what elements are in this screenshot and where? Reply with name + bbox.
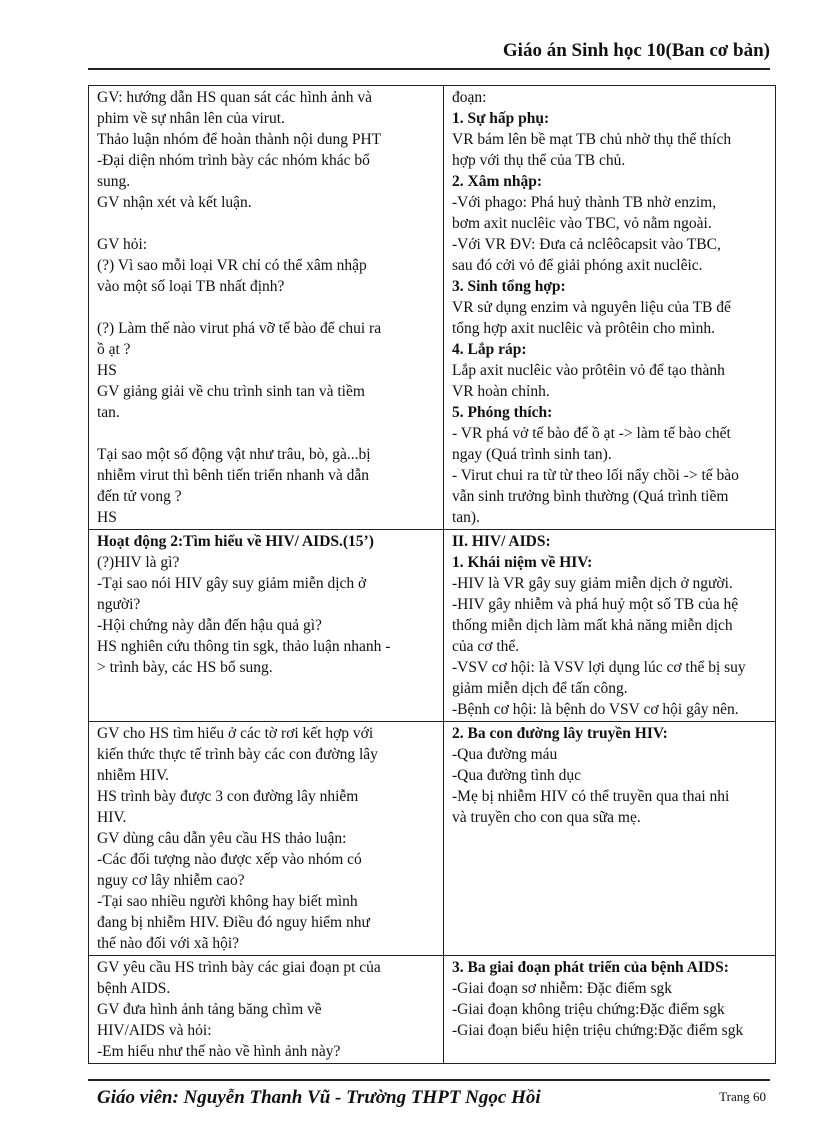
footer-teacher: Giáo viên: Nguyễn Thanh Vũ - Trường THPT Ngọc Hồi — [97, 1087, 541, 1108]
text-line: vẫn sinh trưởng bình thường (Quá trình tiềm — [452, 488, 729, 505]
text-line: và truyền cho con qua sữa mẹ. — [452, 809, 641, 826]
text-line: sung. — [97, 173, 131, 190]
text-line: VR bám lên bề mạt TB chủ nhờ thụ thể thích — [452, 131, 732, 148]
text-line: giảm miễn dịch để tấn công. — [452, 680, 628, 697]
text-line: kiến thức thực tế trình bày các con đường lây — [97, 746, 378, 763]
text-line: -Giai đoạn sơ nhiễm: Đặc điểm sgk — [452, 980, 672, 997]
text-line: GV dùng câu dẫn yêu cầu HS thảo luận: — [97, 830, 347, 847]
text-line: bơm axit nuclêic vào TBC, vỏ nằm ngoài. — [452, 215, 712, 232]
text-line: -Tại sao nói HIV gây suy giảm miễn dịch ở — [97, 575, 367, 592]
text-line: -Qua đường máu — [452, 746, 558, 763]
text-line: VR hoàn chỉnh. — [452, 383, 550, 400]
section-heading: 3. Ba giai đoạn phát triển của bệnh AIDS: — [452, 959, 729, 976]
text-line: HS — [97, 362, 117, 379]
table-row — [89, 956, 776, 1064]
text-line: ồ ạt ? — [97, 341, 131, 358]
text-line: GV cho HS tìm hiểu ở các tờ rơi kết hợp với — [97, 725, 374, 742]
section-heading: 5. Phóng thích: — [452, 404, 553, 421]
text-line: Tại sao một số động vật như trâu, bò, gà...bị — [97, 446, 371, 463]
text-line: -Mẹ bị nhiễm HIV có thể truyền qua thai nhi — [452, 788, 730, 805]
text-line: sau đó cởi vỏ để giải phóng axit nuclêic. — [452, 257, 703, 274]
section-heading: 1. Sự hấp phụ: — [452, 110, 550, 127]
text-line: HIV. — [97, 809, 127, 826]
content-cell — [444, 530, 776, 722]
text-line: - VR phá vở tế bào để ồ ạt -> làm tế bào chết — [452, 425, 731, 442]
teacher-activity-cell — [89, 530, 444, 722]
text-line: -Đại diện nhóm trình bày các nhóm khác bổ — [97, 152, 370, 169]
text-line: nguy cơ lây nhiễm cao? — [97, 872, 245, 889]
teacher-activity-cell — [89, 722, 444, 956]
text-line: -Qua đường tình dục — [452, 767, 581, 784]
text-line: GV: hướng dẫn HS quan sát các hình ảnh và — [97, 89, 373, 106]
text-line: đang bị nhiễm HIV. Điều đó nguy hiểm như — [97, 914, 370, 931]
table-row — [89, 530, 776, 722]
table-row — [89, 722, 776, 956]
text-line: GV yêu cầu HS trình bày các giai đoạn pt của — [97, 959, 381, 976]
text-line: -Với VR ĐV: Đưa cả nclêôcapsit vào TBC, — [452, 236, 721, 253]
text-line: (?)HIV là gì? — [97, 554, 180, 571]
text-line: người? — [97, 596, 141, 613]
section-heading: 2. Xâm nhập: — [452, 173, 543, 190]
text-line: Thảo luận nhóm để hoàn thành nội dung PHT — [97, 131, 382, 148]
text-line: HS trình bày được 3 con đường lây nhiễm — [97, 788, 359, 805]
text-line: của cơ thể. — [452, 638, 520, 655]
text-line: nhiễm virut thì bênh tiến triển nhanh và dẫn — [97, 467, 370, 484]
section-heading: II. HIV/ AIDS: — [452, 533, 551, 550]
section-heading: Hoạt động 2:Tìm hiểu về HIV/ AIDS.(15’) — [97, 533, 374, 550]
text-line: HS nghiên cứu thông tin sgk, thảo luận nhanh - — [97, 638, 391, 655]
text-line: đến tử vong ? — [97, 488, 182, 505]
text-line: -VSV cơ hội: là VSV lợi dụng lúc cơ thể bị suy — [452, 659, 746, 676]
header-divider — [88, 68, 770, 70]
page-header-title: Giáo án Sinh học 10(Ban cơ bản) — [502, 40, 770, 61]
text-line: - Virut chui ra từ từ theo lối nẩy chồi -> tế bào — [452, 467, 739, 484]
text-line: -Hội chứng này dẫn đến hậu quả gì? — [97, 617, 322, 634]
text-line: -Tại sao nhiều người không hay biết mình — [97, 893, 358, 910]
teacher-activity-cell — [89, 86, 444, 530]
text-line: (?) Vì sao mỗi loại VR chỉ có thể xâm nhập — [97, 257, 367, 274]
lesson-plan-table — [88, 85, 776, 1064]
table-row — [89, 86, 776, 530]
text-line: -Em hiểu như thế nào về hình ảnh này? — [97, 1043, 341, 1060]
text-line: thống miễn dịch làm mất khả năng miễn dịch — [452, 617, 733, 634]
text-line: hợp với thụ thể của TB chủ. — [452, 152, 626, 169]
text-line: (?) Làm thế nào virut phá vỡ tế bào để chui ra — [97, 320, 382, 337]
section-heading: 2. Ba con đường lây truyền HIV: — [452, 725, 668, 742]
text-line: -HIV gây nhiễm và phá huỷ một số TB của hệ — [452, 596, 739, 613]
text-line: HS — [97, 509, 117, 526]
page-number: Trang 60 — [719, 1089, 766, 1104]
teacher-activity-cell — [89, 956, 444, 1064]
text-line: bệnh AIDS. — [97, 980, 171, 997]
text-line: tan. — [97, 404, 120, 421]
content-cell — [444, 86, 776, 530]
text-line: GV nhận xét và kết luận. — [97, 194, 252, 211]
text-line: tổng hợp axit nuclêic và prôtêin cho mình. — [452, 320, 716, 337]
section-heading: 4. Lắp ráp: — [452, 341, 527, 358]
text-line: ngay (Quá trình sinh tan). — [452, 446, 612, 463]
footer-divider — [88, 1079, 770, 1081]
text-line: GV giảng giải về chu trình sinh tan và tiềm — [97, 383, 365, 400]
text-line: > trình bày, các HS bổ sung. — [97, 659, 273, 676]
section-heading: 3. Sinh tổng hợp: — [452, 278, 566, 295]
text-line — [97, 213, 437, 234]
text-line: -Giai đoạn không triệu chứng:Đặc điểm sgk — [452, 1001, 725, 1018]
text-line: HIV/AIDS và hỏi: — [97, 1022, 212, 1039]
text-line: -Với phago: Phá huỷ thành TB nhờ enzim, — [452, 194, 717, 211]
text-line: -Giai đoạn biểu hiện triệu chứng:Đặc điểm sgk — [452, 1022, 744, 1039]
text-line: vào một số loại TB nhất định? — [97, 278, 285, 295]
text-line: thế nào đối với xã hội? — [97, 935, 240, 952]
text-line — [97, 297, 437, 318]
text-line: Lắp axit nuclêic vào prôtêin vỏ để tạo thành — [452, 362, 725, 379]
text-line: đoạn: — [452, 89, 487, 106]
text-line: GV đưa hình ảnh tảng băng chìm về — [97, 1001, 322, 1018]
content-cell — [444, 722, 776, 956]
text-line: VR sử dụng enzim và nguyên liệu của TB để — [452, 299, 731, 316]
text-line: phim về sự nhân lên của virut. — [97, 110, 285, 127]
text-line: -HIV là VR gây suy giảm miễn dịch ở người. — [452, 575, 733, 592]
text-line: -Các đối tượng nào được xếp vào nhóm có — [97, 851, 362, 868]
section-heading: 1. Khái niệm về HIV: — [452, 554, 593, 571]
text-line: nhiễm HIV. — [97, 767, 170, 784]
text-line: GV hỏi: — [97, 236, 148, 253]
content-cell — [444, 956, 776, 1064]
text-line: tan). — [452, 509, 480, 526]
text-line — [97, 423, 437, 444]
text-line: -Bệnh cơ hội: là bệnh do VSV cơ hội gây nên. — [452, 701, 739, 718]
